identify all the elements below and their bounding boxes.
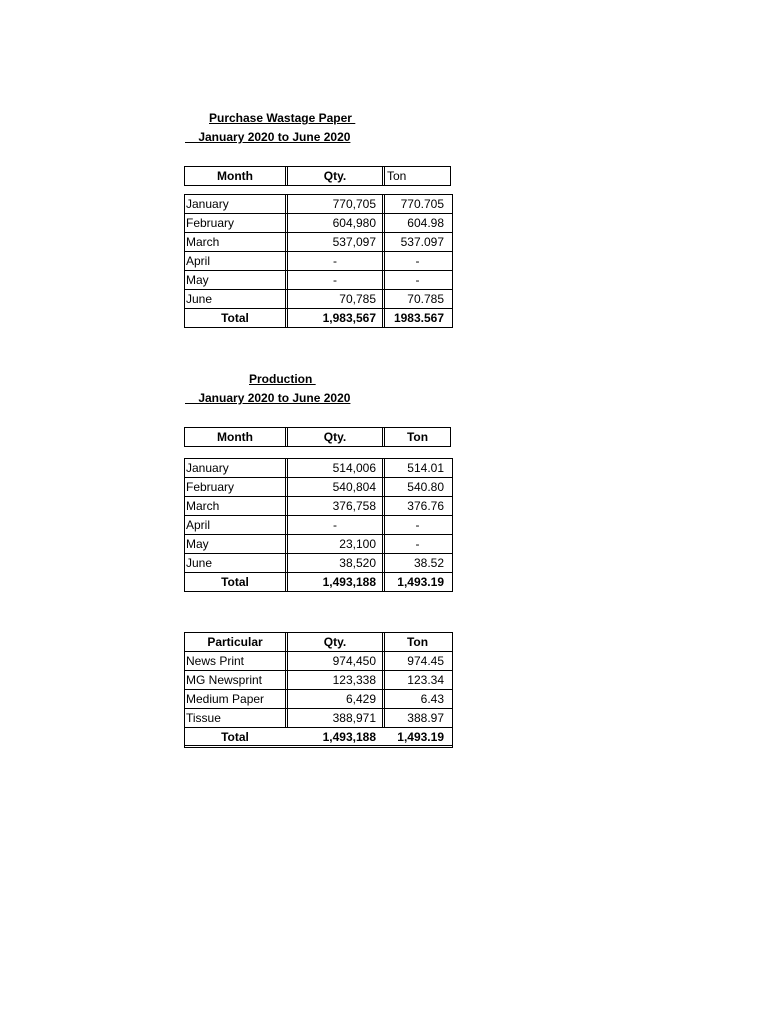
- cell-qty: 388,971: [285, 709, 382, 727]
- header-qty: Qty.: [285, 167, 382, 185]
- table-row: [185, 535, 452, 554]
- cell-qty: 6,429: [285, 690, 382, 708]
- table-row: [185, 214, 452, 233]
- purchase-header-row: [184, 166, 451, 186]
- cell-particular: MG Newsprint: [186, 673, 263, 687]
- table-row: [185, 233, 452, 252]
- cell-total-ton: 1,493.19: [397, 730, 444, 744]
- table-row: [185, 497, 452, 516]
- total-row: [185, 728, 452, 748]
- header-month: Month: [217, 169, 253, 183]
- table-row: [185, 671, 452, 690]
- table-row: [185, 516, 452, 535]
- cell-ton: 123.34: [382, 671, 450, 689]
- cell-ton: -: [382, 516, 450, 534]
- cell-ton: 770.705: [382, 195, 450, 213]
- purchase-subtitle: January 2020 to June 2020: [185, 130, 351, 144]
- table-row: [185, 652, 452, 671]
- cell-qty: 23,100: [285, 535, 382, 553]
- cell-ton: 6.43: [382, 690, 450, 708]
- total-row: [185, 573, 452, 592]
- cell-month: April: [186, 518, 211, 532]
- cell-ton: 604.98: [382, 214, 450, 232]
- cell-ton: -: [382, 535, 450, 553]
- cell-month: January: [186, 197, 229, 211]
- cell-ton: 388.97: [382, 709, 450, 727]
- cell-total-label: Total: [221, 730, 249, 744]
- cell-ton: 376.76: [382, 497, 450, 515]
- table-row: [185, 709, 452, 728]
- production-header-table: [184, 427, 451, 447]
- cell-qty: 770,705: [285, 195, 382, 213]
- cell-total-ton: 1983.567: [382, 309, 450, 327]
- cell-total-label: Total: [221, 575, 249, 589]
- cell-total-label: Total: [221, 311, 249, 325]
- cell-qty: 123,338: [285, 671, 382, 689]
- purchase-header-table: [184, 166, 451, 186]
- cell-total-ton: 1,493.19: [382, 573, 450, 591]
- cell-month: June: [186, 292, 213, 306]
- cell-month: March: [186, 499, 220, 513]
- header-month: Month: [217, 430, 253, 444]
- production-body-table: [184, 458, 453, 592]
- cell-ton: -: [382, 271, 450, 289]
- cell-particular: Tissue: [186, 711, 221, 725]
- purchase-body-table: [184, 194, 453, 328]
- cell-qty: -: [285, 252, 382, 270]
- header-ton: Ton: [382, 633, 450, 651]
- cell-qty: 604,980: [285, 214, 382, 232]
- purchase-title: Purchase Wastage Paper: [209, 111, 356, 125]
- cell-qty: 974,450: [285, 652, 382, 670]
- cell-qty: -: [285, 271, 382, 289]
- cell-particular: News Print: [186, 654, 245, 668]
- table-row: [185, 554, 452, 573]
- cell-month: February: [186, 216, 235, 230]
- header-qty: Qty.: [285, 633, 382, 651]
- cell-month: January: [186, 461, 229, 475]
- header-qty: Qty.: [285, 428, 382, 446]
- cell-total-qty: 1,493,188: [322, 730, 376, 744]
- table-row: [185, 195, 452, 214]
- cell-qty: 540,804: [285, 478, 382, 496]
- particulars-table: [184, 632, 453, 748]
- production-subtitle: January 2020 to June 2020: [185, 391, 351, 405]
- cell-ton: 70.785: [382, 290, 450, 308]
- cell-qty: 537,097: [285, 233, 382, 251]
- cell-qty: 38,520: [285, 554, 382, 572]
- cell-ton: 537.097: [382, 233, 450, 251]
- cell-ton: 514.01: [382, 459, 450, 477]
- total-row: [185, 309, 452, 328]
- header-particular: Particular: [207, 635, 263, 649]
- table-row: [185, 271, 452, 290]
- cell-qty: 514,006: [285, 459, 382, 477]
- cell-ton: 38.52: [382, 554, 450, 572]
- cell-month: June: [186, 556, 213, 570]
- cell-month: March: [186, 235, 220, 249]
- cell-month: February: [186, 480, 235, 494]
- cell-ton: -: [382, 252, 450, 270]
- header-ton: Ton: [382, 428, 450, 446]
- cell-qty: 70,785: [285, 290, 382, 308]
- table-row: [185, 252, 452, 271]
- cell-month: May: [186, 273, 209, 287]
- particulars-header-row: [185, 633, 452, 652]
- cell-qty: -: [285, 516, 382, 534]
- cell-total-qty: 1,983,567: [285, 309, 382, 327]
- table-row: [185, 690, 452, 709]
- table-row: [185, 290, 452, 309]
- table-row: [185, 478, 452, 497]
- table-row: [185, 459, 452, 478]
- cell-qty: 376,758: [285, 497, 382, 515]
- header-ton: Ton: [382, 167, 450, 185]
- cell-month: May: [186, 537, 209, 551]
- production-header-row: [184, 427, 451, 447]
- production-title: Production: [249, 372, 316, 386]
- cell-particular: Medium Paper: [186, 692, 265, 706]
- cell-total-qty: 1,493,188: [285, 573, 382, 591]
- cell-month: April: [186, 254, 211, 268]
- cell-ton: 540.80: [382, 478, 450, 496]
- cell-ton: 974.45: [382, 652, 450, 670]
